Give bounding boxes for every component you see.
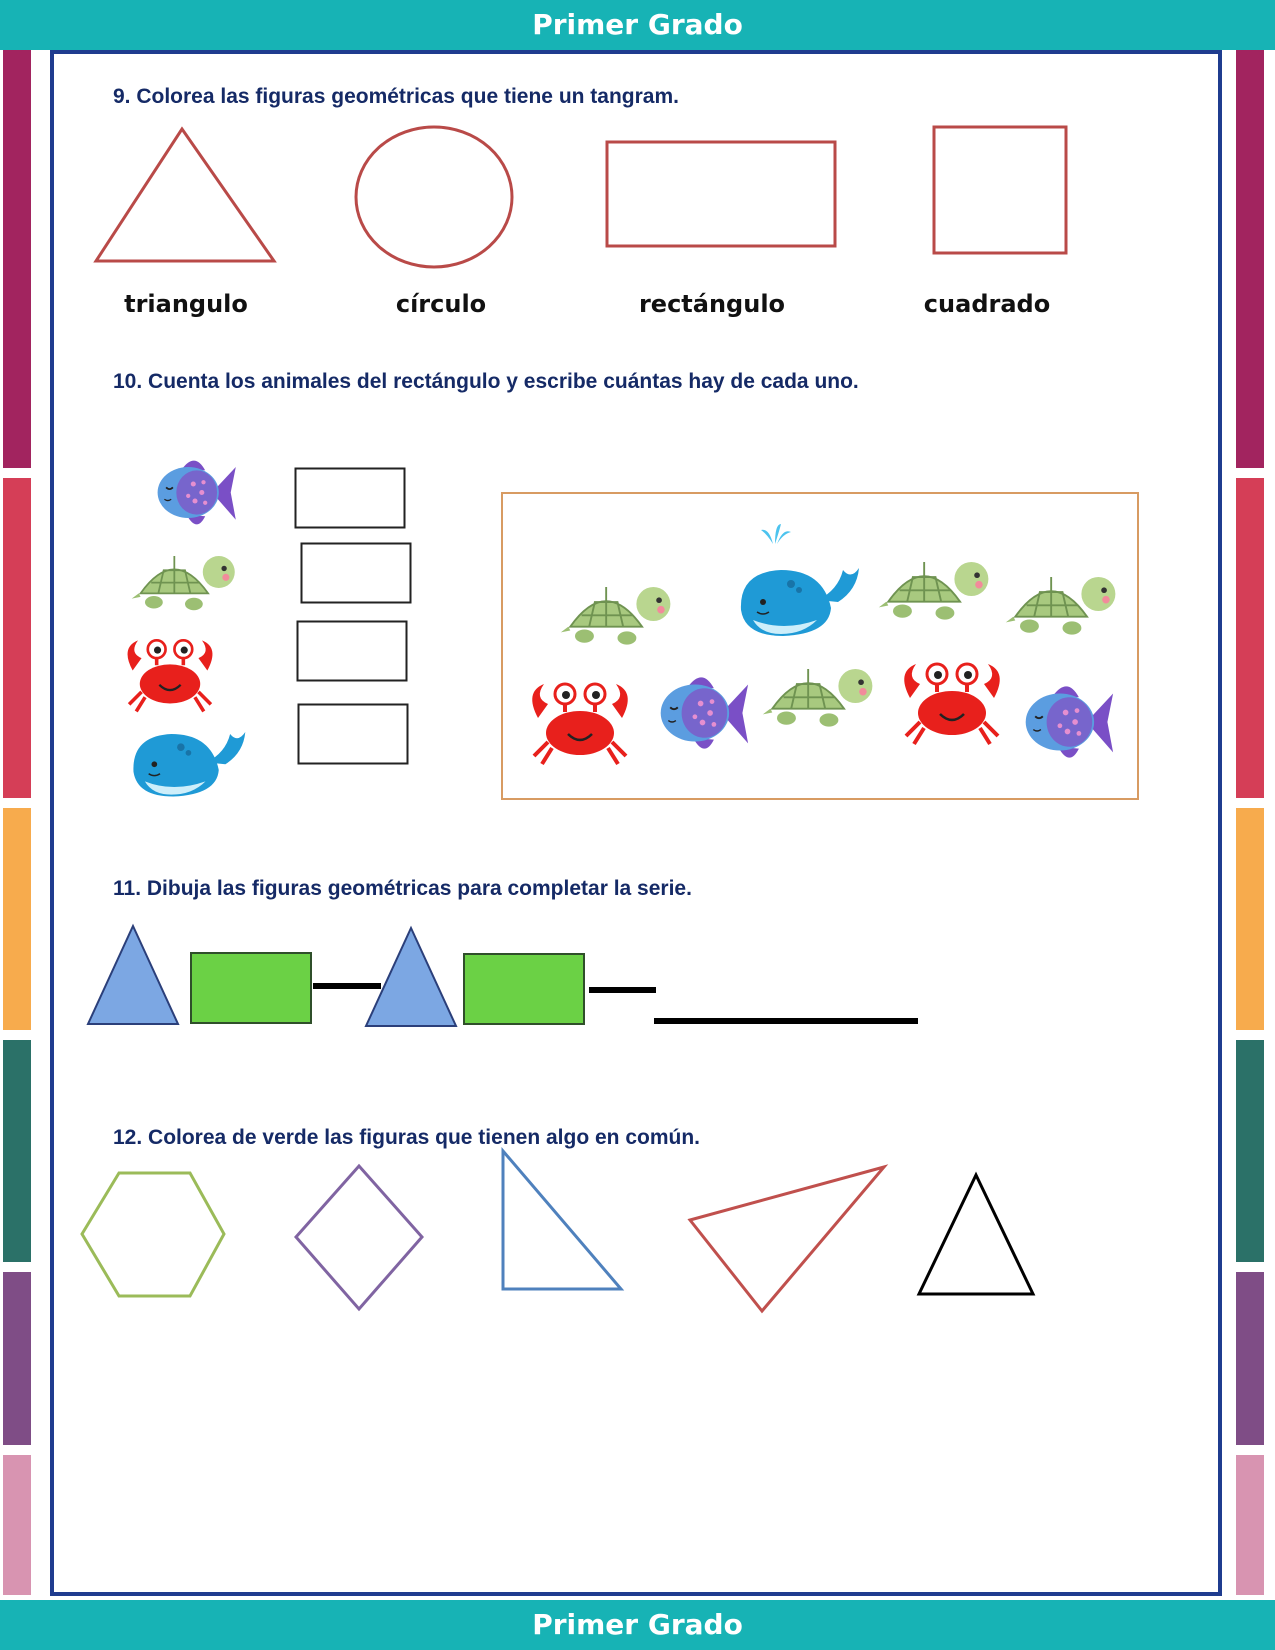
- label-cuadrado: cuadrado: [923, 290, 1051, 318]
- rectangle-shape[interactable]: [605, 140, 837, 248]
- triangle-shape[interactable]: [90, 125, 280, 265]
- side-bar-segment: [3, 478, 31, 798]
- side-bar-segment: [3, 1272, 31, 1445]
- side-bar-segment: [1236, 478, 1264, 798]
- triangle-outline-shape[interactable]: [915, 1172, 1037, 1297]
- rhombus-shape[interactable]: [293, 1163, 425, 1313]
- side-bar-segment: [1236, 50, 1264, 468]
- right-triangle-shape[interactable]: [500, 1148, 625, 1293]
- crab-icon: [520, 678, 640, 768]
- question-10-text: 10. Cuenta los animales del rectángulo y escribe cuántas hay de cada uno.: [113, 370, 859, 393]
- series-dash: [589, 986, 656, 994]
- label-rectangulo: rectángulo: [638, 290, 786, 318]
- series-triangle-shape: [86, 922, 182, 1028]
- answer-box-whale[interactable]: [297, 703, 409, 765]
- legend-whale-icon: [125, 715, 250, 805]
- side-bar-segment: [3, 1040, 31, 1262]
- answer-box-fish[interactable]: [294, 467, 406, 529]
- circle-shape[interactable]: [352, 124, 516, 270]
- question-12-text: 12. Colorea de verde las figuras que tienen algo en común.: [113, 1126, 700, 1149]
- fish-icon: [1020, 672, 1115, 772]
- answer-box-crab[interactable]: [296, 620, 408, 682]
- answer-box-turtle[interactable]: [300, 542, 412, 604]
- fish-icon: [655, 663, 750, 763]
- side-bar-segment: [3, 808, 31, 1030]
- page-frame: [50, 50, 1222, 1596]
- turtle-icon: [560, 570, 675, 655]
- question-11-text: 11. Dibuja las figuras geométricas para completar la serie.: [113, 877, 692, 900]
- side-bar-segment: [1236, 1040, 1264, 1262]
- series-rectangle-shape: [190, 952, 312, 1024]
- question-9-text: 9. Colorea las figuras geométricas que tiene un tangram.: [113, 85, 679, 108]
- series-triangle-shape: [364, 924, 460, 1030]
- legend-crab-icon: [115, 635, 225, 715]
- header-banner: Primer Grado: [0, 0, 1275, 50]
- label-triangulo: triangulo: [124, 290, 248, 318]
- side-bar-segment: [1236, 1455, 1264, 1595]
- side-bar-segment: [3, 1455, 31, 1595]
- side-bar-segment: [1236, 808, 1264, 1030]
- footer-banner: Primer Grado: [0, 1600, 1275, 1650]
- label-circulo: círculo: [395, 290, 487, 318]
- whale-icon: [733, 520, 863, 645]
- crab-icon: [892, 658, 1012, 748]
- hexagon-shape[interactable]: [78, 1170, 228, 1300]
- series-rectangle-shape: [463, 953, 585, 1025]
- series-answer-line[interactable]: [654, 1017, 918, 1025]
- turtle-icon: [1005, 560, 1120, 645]
- legend-turtle-icon: [130, 540, 240, 620]
- square-shape[interactable]: [932, 125, 1068, 255]
- legend-fish-icon: [150, 450, 240, 535]
- side-bar-segment: [1236, 1272, 1264, 1445]
- turtle-icon: [878, 545, 993, 630]
- turtle-icon: [762, 652, 877, 737]
- obtuse-triangle-shape[interactable]: [688, 1163, 888, 1315]
- side-bar-segment: [3, 50, 31, 468]
